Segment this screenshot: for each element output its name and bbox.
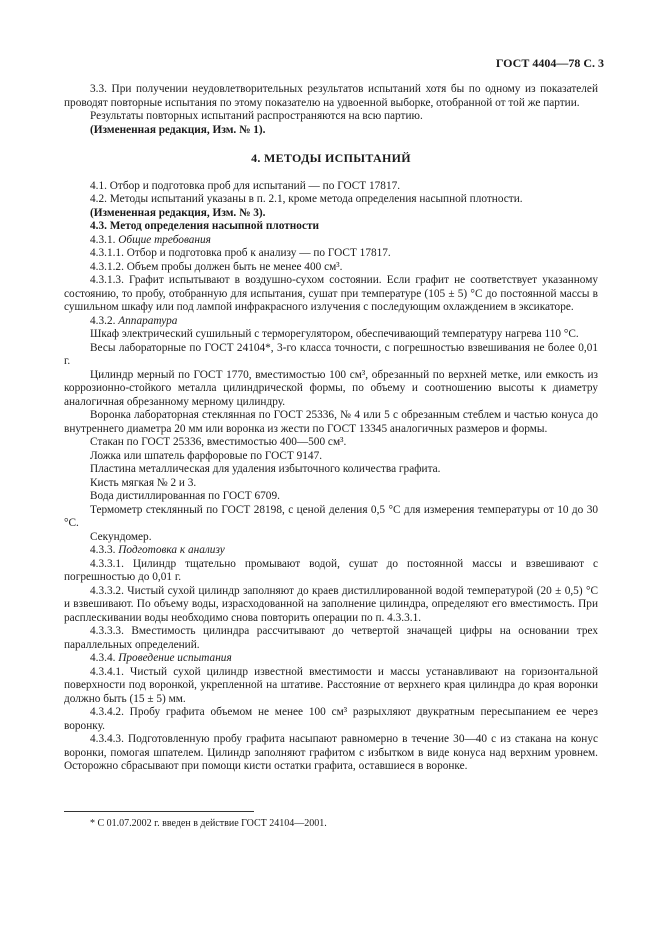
apparatus-item: Ложка или шпатель фарфоровые по ГОСТ 9147. <box>90 449 323 462</box>
subsection-number: 4.3.1. <box>90 233 116 246</box>
paragraph-repeat-results: Результаты повторных испытаний распространяются на всю партию. <box>90 110 423 122</box>
subsection-4-3-2 <box>64 315 598 329</box>
apparatus-item: Шкаф электрический сушильный с терморегулятором, обеспечивающий температуру нагрева 110 °С. <box>90 328 579 340</box>
subsection-title: Проведение испытания <box>118 652 232 664</box>
paragraph-4-3-1-2: 4.3.1.2. Объем пробы должен быть не менее 400 см³. <box>90 260 343 273</box>
paragraph-4-3-4-2: 4.3.4.2. Пробу графита объемом не менее 100 см³ разрыхляют двукратным пересыпанием ее через воронку. <box>64 706 598 732</box>
footnote-divider <box>64 811 254 812</box>
paragraph-4-3-1-3: 4.3.1.3. Графит испытывают в воздушно-сухом состоянии. Если графит не соответствует указанному состоянию, то пробу, отобранную для испытания, сушат при температуре (105 ± 5) °С до постоянной массы в сушильном шкафу или под лампой инфракрасного излучения с последующим охлаждением в эксикаторе. <box>64 274 598 313</box>
subsection-4-3-1 <box>64 234 598 248</box>
apparatus-item: Стакан по ГОСТ 25336, вместимостью 400—500 см³. <box>90 436 347 448</box>
paragraph-4-3-4-3: 4.3.4.3. Подготовленную пробу графита насыпают равномерно в течение 30—40 с из стакана на конус воронки, помогая шпателем. Цилиндр заполняют графитом с избытком в виде конуса над верхним уровнем. Осторожно сбрасывают при помощи кисти остатки графита, оставшиеся в воронке. <box>64 733 598 772</box>
subsection-number: 4.3.2. <box>90 314 116 327</box>
paragraph-4-3-3-1: 4.3.3.1. Цилиндр тщательно промывают водой, сушат до постоянной массы и взвешивают с погрешностью до 0,01 г. <box>64 557 598 583</box>
subsection-number: 4.3.4. <box>90 652 116 664</box>
apparatus-item: Воронка лабораторная стеклянная по ГОСТ 25336, № 4 или 5 с обрезанным стеблем и частью конуса до внутреннего диаметра 20 мм или воронка из жести по ГОСТ 13345 аналогичных размеров и формы. <box>64 409 598 435</box>
paragraph-4-1: 4.1. Отбор и подготовка проб для испытаний — по ГОСТ 17817. <box>90 179 401 192</box>
paragraph-4-3-1-1: 4.3.1.1. Отбор и подготовка проб к анализу — по ГОСТ 17817. <box>90 247 391 259</box>
document-body <box>64 83 598 774</box>
amendment-note-3: (Измененная редакция, Изм. № 3). <box>90 206 266 219</box>
paragraph-4-2: 4.2. Методы испытаний указаны в п. 2.1, кроме метода определения насыпной плотности. <box>90 193 523 205</box>
subsection-4-3: 4.3. Метод определения насыпной плотности <box>90 220 320 232</box>
apparatus-item: Вода дистиллированная по ГОСТ 6709. <box>90 490 280 502</box>
subsection-4-3-3 <box>64 544 598 558</box>
apparatus-item: Весы лабораторные по ГОСТ 24104*, 3-го класса точности, с погрешностью взвешивания не более 0,01 г. <box>64 341 598 367</box>
subsection-title: Общие требования <box>118 233 211 246</box>
apparatus-item: Термометр стеклянный по ГОСТ 28198, с ценой деления 0,5 °С для измерения температуры от 10 до 30 °С. <box>64 503 598 529</box>
paragraph-4-3-3-3: 4.3.3.3. Вместимость цилиндра рассчитывают до четвертой значащей цифры на основании трех параллельных определений. <box>64 625 598 651</box>
paragraph-4-3-4-1: 4.3.4.1. Чистый сухой цилиндр известной вместимости и массы устанавливают на горизонтальной поверхности под воронкой, укрепленной на штативе. Расстояние от верхнего края цилиндра до края воронки должно быть (15 ± 5) мм. <box>64 665 598 705</box>
amendment-note-1: (Измененная редакция, Изм. № 1). <box>90 123 266 136</box>
subsection-number: 4.3.3. <box>90 544 116 556</box>
subsection-title: Аппаратура <box>118 314 178 327</box>
page-header: ГОСТ 4404—78 С. 3 <box>495 56 604 70</box>
paragraph-3-3: 3.3. При получении неудовлетворительных результатов испытаний хотя бы по одному из показателей проводят повторные испытания по этому показателю на удвоенной выборке, отобранной от той же партии. <box>64 83 598 109</box>
section-title: 4. МЕТОДЫ ИСПЫТАНИЙ <box>251 151 411 165</box>
paragraph-4-3-3-2: 4.3.3.2. Чистый сухой цилиндр заполняют до краев дистиллированной водой температурой (20 ± 0,5) °С и взвешивают. По объему воды, израсходованной на заполнение цилиндра, определяют его вместимость. При расплескивании воды необходимо снова повторить операции по п. 4.3.3.1. <box>64 584 598 624</box>
subsection-title: Подготовка к анализу <box>118 544 225 556</box>
apparatus-item: Секундомер. <box>90 530 152 543</box>
apparatus-item: Пластина металлическая для удаления избыточного количества графита. <box>90 463 441 475</box>
apparatus-item: Цилиндр мерный по ГОСТ 1770, вместимостью 100 см³, обрезанный по верхней метке, или емкость из коррозионно-стойкого металла цилиндрической формы, по объему и соотношению высоты к диаметру аналогичная обрезанному мерному цилиндру. <box>64 368 598 408</box>
apparatus-item: Кисть мягкая № 2 и 3. <box>90 476 197 489</box>
subsection-4-3-4 <box>64 652 598 666</box>
footnote: * С 01.07.2002 г. введен в действие ГОСТ 24104—2001. <box>90 818 327 829</box>
